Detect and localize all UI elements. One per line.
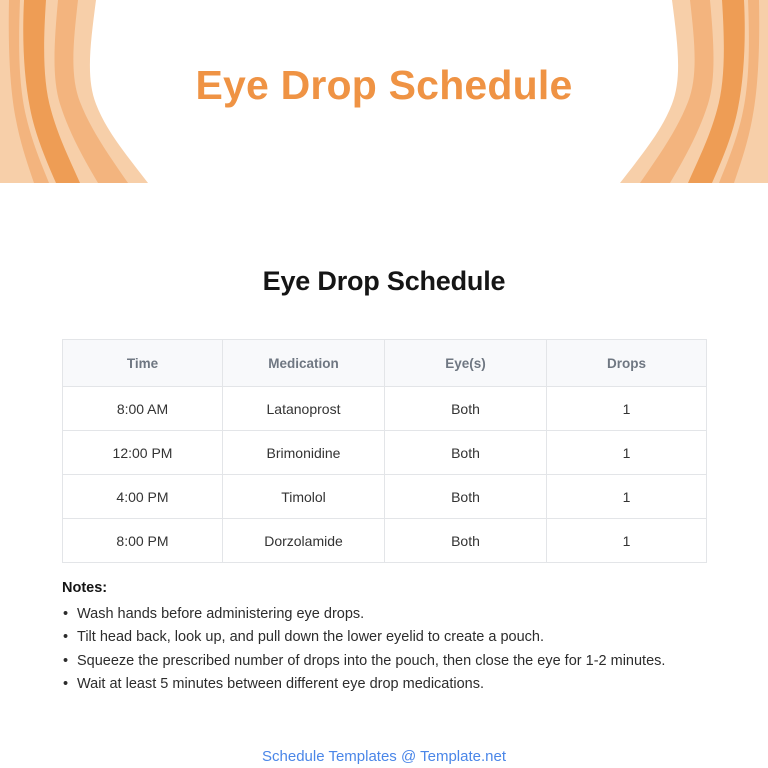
cell-eyes: Both	[385, 431, 547, 475]
table-row	[63, 431, 707, 475]
notes-section	[62, 563, 706, 696]
notes-list	[62, 603, 706, 696]
bullet-icon: •	[63, 652, 69, 669]
cell-time: 12:00 PM	[63, 431, 223, 475]
list-item	[62, 626, 706, 648]
page-title: Eye Drop Schedule	[262, 266, 506, 296]
cell-medication: Latanoprost	[223, 387, 385, 431]
cell-drops: 1	[547, 475, 707, 519]
column-header-medication: Medication	[223, 340, 385, 387]
column-header-drops: Drops	[547, 340, 707, 387]
table-header	[63, 340, 707, 387]
header-band	[0, 0, 768, 183]
header-title: Eye Drop Schedule	[195, 62, 573, 108]
table-header-row	[63, 340, 707, 387]
table-row	[63, 387, 707, 431]
list-item	[62, 603, 706, 625]
cell-time: 4:00 PM	[63, 475, 223, 519]
list-item	[62, 650, 706, 672]
table-row	[63, 519, 707, 563]
cell-time: 8:00 AM	[63, 387, 223, 431]
cell-eyes: Both	[385, 475, 547, 519]
cell-time: 8:00 PM	[63, 519, 223, 563]
cell-drops: 1	[547, 387, 707, 431]
cell-eyes: Both	[385, 387, 547, 431]
document-body	[0, 183, 768, 696]
bullet-icon: •	[63, 606, 69, 622]
cell-medication: Dorzolamide	[223, 519, 385, 563]
notes-heading: Notes:	[62, 580, 108, 596]
note-text: Tilt head back, look up, and pull down the lower eyelid to create a pouch.	[77, 629, 544, 646]
footer	[0, 748, 768, 766]
note-text: Squeeze the prescribed number of drops into the pouch, then close the eye for 1-2 minutes.	[77, 652, 666, 669]
cell-drops: 1	[547, 431, 707, 475]
cell-medication: Timolol	[223, 475, 385, 519]
column-header-time: Time	[63, 340, 223, 387]
table-body	[63, 387, 707, 563]
bullet-icon: •	[63, 629, 69, 646]
cell-medication: Brimonidine	[223, 431, 385, 475]
note-text: Wait at least 5 minutes between different eye drop medications.	[77, 676, 485, 693]
cell-eyes: Both	[385, 519, 547, 563]
table-row	[63, 475, 707, 519]
schedule-table-container	[62, 297, 706, 563]
bullet-icon: •	[63, 676, 69, 693]
column-header-eyes: Eye(s)	[385, 340, 547, 387]
list-item	[62, 673, 706, 695]
schedule-table	[62, 339, 707, 563]
template-net-link[interactable]: Schedule Templates @ Template.net	[262, 748, 506, 765]
cell-drops: 1	[547, 519, 707, 563]
note-text: Wash hands before administering eye drops.	[77, 606, 365, 622]
